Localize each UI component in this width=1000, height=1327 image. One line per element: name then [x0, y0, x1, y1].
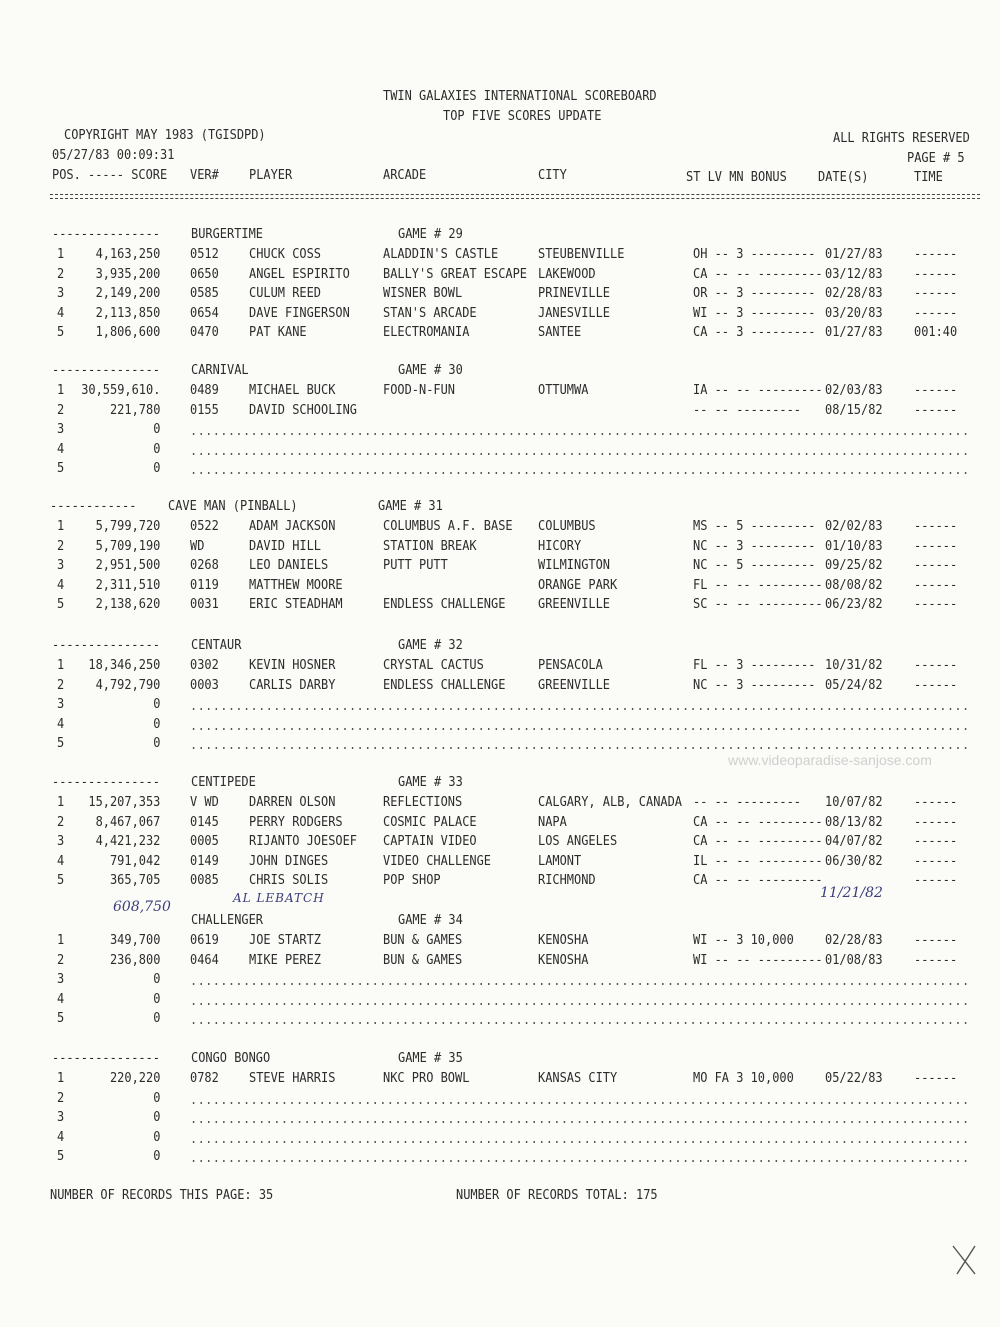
date-cell: 03/20/83 — [825, 305, 883, 321]
dot-leader: ....................................................................................................... — [190, 443, 970, 459]
ver-cell: 0155 — [190, 402, 219, 418]
score-cell: 3,935,200 — [95, 266, 161, 282]
time-cell: ------ — [914, 247, 958, 262]
arcade-cell: VIDEO CHALLENGE — [383, 853, 492, 869]
arcade-cell: CAPTAIN VIDEO — [383, 834, 477, 850]
arcade-cell: NKC PRO BOWL — [383, 1071, 470, 1086]
player-cell: CHUCK COSS — [249, 247, 322, 262]
score-cell: 236,800 — [109, 952, 161, 968]
city-cell: KANSAS CITY — [538, 1071, 618, 1086]
city-cell: KENOSHA — [538, 952, 589, 968]
city-cell: LOS ANGELES — [538, 834, 618, 850]
dot-leader: ....................................................................................................... — [190, 1112, 970, 1128]
score-cell: 0 — [153, 1110, 161, 1126]
time-cell: ------ — [914, 933, 958, 948]
date-cell: 01/10/83 — [825, 538, 883, 554]
score-cell: 221,780 — [109, 402, 161, 418]
game-number: GAME # 31 — [378, 499, 443, 514]
score-cell: 0 — [153, 991, 161, 1007]
date-cell: 10/07/82 — [825, 795, 883, 810]
score-cell: 15,207,353 — [88, 795, 161, 810]
dot-leader: ....................................................................................................... — [190, 718, 970, 734]
score-cell: 2,149,200 — [95, 286, 161, 302]
pos-cell: 4 — [57, 305, 65, 321]
ver-cell: 0654 — [190, 305, 219, 321]
ver-cell: 0489 — [190, 383, 219, 398]
ver-cell: 0119 — [190, 577, 219, 593]
city-cell: HICORY — [538, 538, 582, 554]
pos-cell: 5 — [57, 461, 65, 477]
pos-cell: 1 — [57, 795, 65, 810]
ver-cell: 0522 — [190, 519, 219, 534]
date-cell: 04/07/82 — [825, 834, 883, 850]
score-cell: 18,346,250 — [88, 658, 161, 673]
dot-leader: ....................................................................................................... — [190, 738, 970, 754]
game-number: GAME # 35 — [398, 1051, 463, 1066]
score-cell: 0 — [153, 1090, 161, 1106]
date-cell: 02/02/83 — [825, 519, 883, 534]
time-cell: ------ — [914, 305, 958, 321]
arcade-cell: ENDLESS CHALLENGE — [383, 677, 506, 693]
game-dashes: --------------- — [52, 1051, 161, 1066]
ver-cell: 0268 — [190, 558, 219, 574]
ver-cell: 0085 — [190, 873, 219, 889]
ver-cell: 0782 — [190, 1071, 219, 1086]
arcade-cell: FOOD-N-FUN — [383, 383, 456, 398]
game-dashes: --------------- — [52, 227, 161, 242]
col-header-city: CITY — [538, 168, 567, 183]
col-header-st-lv-mn-bonus: ST LV MN BONUS — [686, 170, 787, 185]
ver-cell: 0005 — [190, 834, 219, 850]
player-cell: ERIC STEADHAM — [249, 597, 343, 613]
handwritten-date: 11/21/82 — [820, 885, 883, 901]
pos-cell: 4 — [57, 577, 65, 593]
watermark: www.videoparadise-sanjose.com — [728, 752, 932, 768]
rights-text: ALL RIGHTS RESERVED — [833, 131, 970, 146]
ver-cell: 0650 — [190, 266, 219, 282]
st-lv-mn-bonus-cell: MO FA 3 10,000 — [693, 1071, 794, 1086]
player-cell: CARLIS DARBY — [249, 677, 336, 693]
time-cell: ------ — [914, 266, 958, 282]
pos-cell: 2 — [57, 266, 65, 282]
arcade-cell: STATION BREAK — [383, 538, 477, 554]
st-lv-mn-bonus-cell: IL -- -- --------- — [693, 853, 823, 869]
pos-cell: 2 — [57, 677, 65, 693]
pos-cell: 4 — [57, 1129, 65, 1145]
player-cell: LEO DANIELS — [249, 558, 329, 574]
game-name: CAVE MAN (PINBALL) — [168, 499, 298, 514]
arcade-cell: BALLY'S GREAT ESCAPE — [383, 266, 528, 282]
footer-records-page: NUMBER OF RECORDS THIS PAGE: 35 — [50, 1188, 274, 1203]
pos-cell: 3 — [57, 422, 65, 438]
date-cell: 01/27/83 — [825, 325, 883, 341]
score-cell: 2,113,850 — [95, 305, 161, 321]
game-number: GAME # 32 — [398, 638, 463, 653]
score-cell: 0 — [153, 1129, 161, 1145]
score-cell: 8,467,067 — [95, 814, 161, 830]
title-line-2: TOP FIVE SCORES UPDATE — [443, 109, 602, 124]
st-lv-mn-bonus-cell: OH -- 3 --------- — [693, 247, 816, 262]
time-cell: ------ — [914, 873, 958, 889]
city-cell: NAPA — [538, 814, 567, 830]
city-cell: COLUMBUS — [538, 519, 596, 534]
pos-cell: 5 — [57, 1011, 65, 1027]
pos-cell: 5 — [57, 325, 65, 341]
arcade-cell: BUN & GAMES — [383, 933, 463, 948]
dot-leader: ....................................................................................................... — [190, 1151, 970, 1167]
arcade-cell: ELECTROMANIA — [383, 325, 470, 341]
score-cell: 4,792,790 — [95, 677, 161, 693]
time-cell: ------ — [914, 853, 958, 869]
game-dashes: ------------ — [50, 499, 137, 514]
score-cell: 4,421,232 — [95, 834, 161, 850]
pos-cell: 2 — [57, 402, 65, 418]
arcade-cell: STAN'S ARCADE — [383, 305, 477, 321]
col-header-arcade: ARCADE — [383, 168, 427, 183]
time-cell: ------ — [914, 814, 958, 830]
time-cell: ------ — [914, 952, 958, 968]
pos-cell: 2 — [57, 814, 65, 830]
score-cell: 5,799,720 — [95, 519, 161, 534]
dot-leader: ....................................................................................................... — [190, 699, 970, 715]
header-rule — [50, 194, 980, 199]
st-lv-mn-bonus-cell: FL -- 3 --------- — [693, 658, 816, 673]
ver-cell: 0619 — [190, 933, 219, 948]
city-cell: OTTUMWA — [538, 383, 589, 398]
timestamp: 05/27/83 00:09:31 — [52, 148, 175, 163]
st-lv-mn-bonus-cell: NC -- 3 --------- — [693, 538, 816, 554]
arcade-cell: COSMIC PALACE — [383, 814, 477, 830]
pos-cell: 1 — [57, 247, 65, 262]
date-cell: 08/15/82 — [825, 402, 883, 418]
pos-cell: 3 — [57, 286, 65, 302]
time-cell: ------ — [914, 286, 958, 302]
player-cell: MICHAEL BUCK — [249, 383, 336, 398]
score-cell: 0 — [153, 1011, 161, 1027]
player-cell: JOE STARTZ — [249, 933, 322, 948]
st-lv-mn-bonus-cell: WI -- -- --------- — [693, 952, 823, 968]
pos-cell: 5 — [57, 736, 65, 752]
col-header-player: PLAYER — [249, 168, 293, 183]
player-cell: RIJANTO JOESOEF — [249, 834, 358, 850]
st-lv-mn-bonus-cell: CA -- -- --------- — [693, 873, 823, 889]
time-cell: ------ — [914, 677, 958, 693]
arcade-cell: ENDLESS CHALLENGE — [383, 597, 506, 613]
city-cell: STEUBENVILLE — [538, 247, 625, 262]
pos-cell: 1 — [57, 1071, 65, 1086]
game-name: CARNIVAL — [191, 363, 249, 378]
player-cell: CHRIS SOLIS — [249, 873, 329, 889]
game-number: GAME # 30 — [398, 363, 463, 378]
pos-cell: 3 — [57, 972, 65, 988]
st-lv-mn-bonus-cell: CA -- 3 --------- — [693, 325, 816, 341]
pos-cell: 4 — [57, 441, 65, 457]
time-cell: ------ — [914, 597, 958, 613]
st-lv-mn-bonus-cell: WI -- 3 --------- — [693, 305, 816, 321]
st-lv-mn-bonus-cell: -- -- --------- — [693, 795, 802, 810]
arcade-cell: BUN & GAMES — [383, 952, 463, 968]
date-cell: 09/25/82 — [825, 558, 883, 574]
pos-cell: 2 — [57, 538, 65, 554]
st-lv-mn-bonus-cell: -- -- --------- — [693, 402, 802, 418]
arcade-cell: POP SHOP — [383, 873, 441, 889]
dot-leader: ....................................................................................................... — [190, 424, 970, 440]
score-cell: 0 — [153, 697, 161, 713]
player-cell: PAT KANE — [249, 325, 307, 341]
ver-cell: 0512 — [190, 247, 219, 262]
player-cell: KEVIN HOSNER — [249, 658, 336, 673]
x-mark-icon — [945, 1240, 985, 1280]
score-cell: 2,138,620 — [95, 597, 161, 613]
handwritten-name: AL LEBATCH — [233, 891, 325, 905]
score-cell: 0 — [153, 441, 161, 457]
pos-cell: 5 — [57, 1149, 65, 1165]
city-cell: SANTEE — [538, 325, 582, 341]
pos-cell: 2 — [57, 1090, 65, 1106]
player-cell: ADAM JACKSON — [249, 519, 336, 534]
dot-leader: ....................................................................................................... — [190, 993, 970, 1009]
time-cell: ------ — [914, 658, 958, 673]
date-cell: 01/08/83 — [825, 952, 883, 968]
arcade-cell: CRYSTAL CACTUS — [383, 658, 484, 673]
city-cell: LAMONT — [538, 853, 582, 869]
city-cell: GREENVILLE — [538, 677, 611, 693]
date-cell: 10/31/82 — [825, 658, 883, 673]
pos-cell: 3 — [57, 697, 65, 713]
arcade-cell: COLUMBUS A.F. BASE — [383, 519, 513, 534]
ver-cell: 0149 — [190, 853, 219, 869]
date-cell: 06/30/82 — [825, 853, 883, 869]
page-number: PAGE # 5 — [907, 151, 965, 166]
date-cell: 01/27/83 — [825, 247, 883, 262]
dot-leader: ....................................................................................................... — [190, 1131, 970, 1147]
score-cell: 0 — [153, 461, 161, 477]
player-cell: DAVID HILL — [249, 538, 322, 554]
time-cell: ------ — [914, 834, 958, 850]
game-dashes: --------------- — [52, 775, 161, 790]
city-cell: WILMINGTON — [538, 558, 611, 574]
pos-cell: 1 — [57, 519, 65, 534]
pos-cell: 3 — [57, 834, 65, 850]
dot-leader: ....................................................................................................... — [190, 1013, 970, 1029]
city-cell: PRINEVILLE — [538, 286, 611, 302]
game-name: CENTIPEDE — [191, 775, 256, 790]
date-cell: 06/23/82 — [825, 597, 883, 613]
ver-cell: WD — [190, 538, 205, 554]
st-lv-mn-bonus-cell: FL -- -- --------- — [693, 577, 823, 593]
ver-cell: 0031 — [190, 597, 219, 613]
col-header-ver: VER# — [190, 168, 219, 183]
player-cell: MIKE PEREZ — [249, 952, 322, 968]
score-cell: 0 — [153, 1149, 161, 1165]
st-lv-mn-bonus-cell: CA -- -- --------- — [693, 814, 823, 830]
pos-cell: 3 — [57, 558, 65, 574]
arcade-cell: WISNER BOWL — [383, 286, 463, 302]
game-dashes: --------------- — [52, 363, 161, 378]
score-cell: 2,311,510 — [95, 577, 161, 593]
score-cell: 30,559,610. — [81, 383, 161, 398]
time-cell: ------ — [914, 1071, 958, 1086]
col-header-dates: DATE(S) — [818, 170, 869, 185]
game-name: BURGERTIME — [191, 227, 264, 242]
city-cell: ORANGE PARK — [538, 577, 618, 593]
date-cell: 02/03/83 — [825, 383, 883, 398]
pos-cell: 5 — [57, 597, 65, 613]
player-cell: JOHN DINGES — [249, 853, 329, 869]
st-lv-mn-bonus-cell: OR -- 3 --------- — [693, 286, 816, 302]
dot-leader: ....................................................................................................... — [190, 974, 970, 990]
pos-cell: 1 — [57, 933, 65, 948]
score-cell: 0 — [153, 736, 161, 752]
pos-cell: 2 — [57, 952, 65, 968]
game-name: CENTAUR — [191, 638, 242, 653]
city-cell: LAKEWOOD — [538, 266, 596, 282]
arcade-cell: REFLECTIONS — [383, 795, 463, 810]
col-header-pos: POS. — [52, 168, 81, 183]
time-cell: ------ — [914, 795, 958, 810]
player-cell: STEVE HARRIS — [249, 1071, 336, 1086]
game-number: GAME # 29 — [398, 227, 463, 242]
time-cell: ------ — [914, 558, 958, 574]
game-name: CHALLENGER — [191, 913, 264, 928]
score-cell: 0 — [153, 422, 161, 438]
ver-cell: 0145 — [190, 814, 219, 830]
game-name: CONGO BONGO — [191, 1051, 271, 1066]
score-cell: 5,709,190 — [95, 538, 161, 554]
pos-cell: 4 — [57, 853, 65, 869]
ver-cell: 0464 — [190, 952, 219, 968]
st-lv-mn-bonus-cell: CA -- -- --------- — [693, 266, 823, 282]
score-cell: 365,705 — [109, 873, 161, 889]
ver-cell: 0585 — [190, 286, 219, 302]
score-cell: 220,220 — [109, 1071, 161, 1086]
dot-leader: ....................................................................................................... — [190, 1092, 970, 1108]
date-cell: 02/28/83 — [825, 933, 883, 948]
time-cell: ------ — [914, 383, 958, 398]
date-cell: 05/24/82 — [825, 677, 883, 693]
score-cell: 791,042 — [109, 853, 161, 869]
st-lv-mn-bonus-cell: CA -- -- --------- — [693, 834, 823, 850]
date-cell: 08/08/82 — [825, 577, 883, 593]
player-cell: DARREN OLSON — [249, 795, 336, 810]
ver-cell: 0470 — [190, 325, 219, 341]
st-lv-mn-bonus-cell: NC -- 5 --------- — [693, 558, 816, 574]
dot-leader: ....................................................................................................... — [190, 463, 970, 479]
pos-cell: 3 — [57, 1110, 65, 1126]
city-cell: KENOSHA — [538, 933, 589, 948]
game-dashes: --------------- — [52, 638, 161, 653]
st-lv-mn-bonus-cell: SC -- -- --------- — [693, 597, 823, 613]
time-cell: ------ — [914, 538, 958, 554]
pos-cell: 5 — [57, 873, 65, 889]
city-cell: RICHMOND — [538, 873, 596, 889]
game-number: GAME # 34 — [398, 913, 463, 928]
title-line-1: TWIN GALAXIES INTERNATIONAL SCOREBOARD — [383, 89, 657, 104]
pos-cell: 4 — [57, 991, 65, 1007]
player-cell: ANGEL ESPIRITO — [249, 266, 350, 282]
st-lv-mn-bonus-cell: WI -- 3 10,000 — [693, 933, 794, 948]
pos-cell: 4 — [57, 716, 65, 732]
footer-records-total: NUMBER OF RECORDS TOTAL: 175 — [456, 1188, 658, 1203]
date-cell: 05/22/83 — [825, 1071, 883, 1086]
player-cell: DAVID SCHOOLING — [249, 402, 358, 418]
player-cell: MATTHEW MOORE — [249, 577, 343, 593]
pos-cell: 1 — [57, 658, 65, 673]
ver-cell: 0003 — [190, 677, 219, 693]
score-cell: 1,806,600 — [95, 325, 161, 341]
st-lv-mn-bonus-cell: NC -- 3 --------- — [693, 677, 816, 693]
time-cell: 001:40 — [914, 325, 958, 341]
score-cell: 349,700 — [109, 933, 161, 948]
city-cell: PENSACOLA — [538, 658, 603, 673]
date-cell: 03/12/83 — [825, 266, 883, 282]
score-cell: 0 — [153, 972, 161, 988]
city-cell: JANESVILLE — [538, 305, 611, 321]
player-cell: CULUM REED — [249, 286, 322, 302]
city-cell: CALGARY, ALB, CANADA — [538, 795, 683, 810]
arcade-cell: ALADDIN'S CASTLE — [383, 247, 499, 262]
date-cell: 02/28/83 — [825, 286, 883, 302]
time-cell: ------ — [914, 402, 958, 418]
handwritten-score: 608,750 — [113, 899, 171, 915]
pos-cell: 1 — [57, 383, 65, 398]
col-header-score: ----- SCORE — [88, 168, 168, 183]
st-lv-mn-bonus-cell: IA -- -- --------- — [693, 383, 823, 398]
time-cell: ------ — [914, 519, 958, 534]
score-cell: 2,951,500 — [95, 558, 161, 574]
score-cell: 4,163,250 — [95, 247, 161, 262]
city-cell: GREENVILLE — [538, 597, 611, 613]
game-number: GAME # 33 — [398, 775, 463, 790]
score-cell: 0 — [153, 716, 161, 732]
arcade-cell: PUTT PUTT — [383, 558, 448, 574]
player-cell: PERRY RODGERS — [249, 814, 343, 830]
st-lv-mn-bonus-cell: MS -- 5 --------- — [693, 519, 816, 534]
player-cell: DAVE FINGERSON — [249, 305, 350, 321]
ver-cell: 0302 — [190, 658, 219, 673]
ver-cell: V WD — [190, 795, 219, 810]
copyright-text: COPYRIGHT MAY 1983 (TGISDPD) — [64, 128, 266, 143]
col-header-time: TIME — [914, 170, 943, 185]
date-cell: 08/13/82 — [825, 814, 883, 830]
time-cell: ------ — [914, 577, 958, 593]
